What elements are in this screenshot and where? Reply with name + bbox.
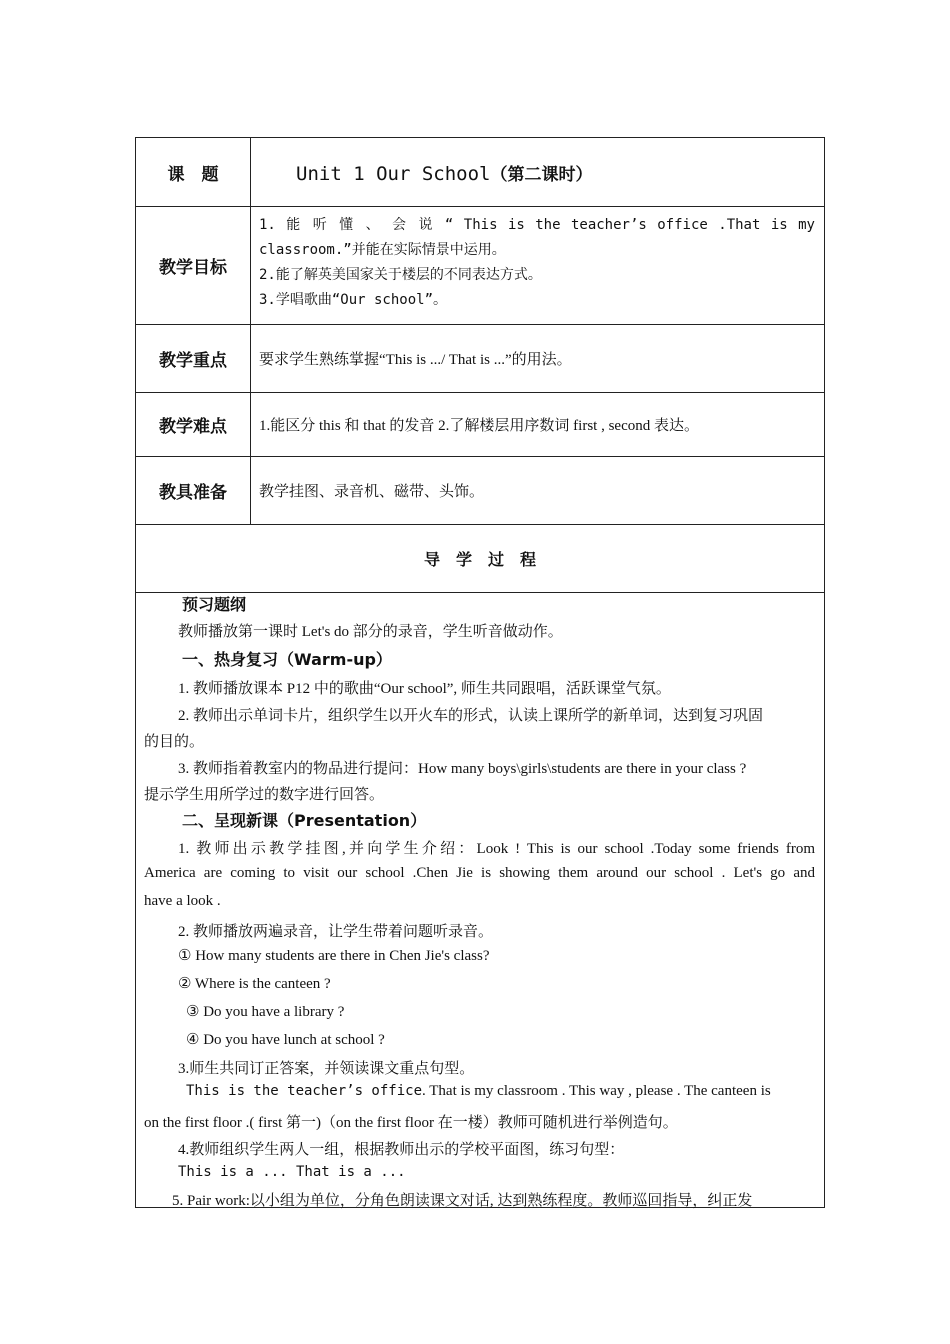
row-difficulties	[136, 393, 824, 457]
present-step-4: 4.教师组织学生两人一组，根据教师出示的学校平面图，练习句型：	[178, 1142, 625, 1158]
warmup-step-3b: 提示学生用所学过的数字进行回答。	[144, 787, 385, 803]
row-key-points	[136, 325, 824, 393]
present-step-5: 5. Pair work:以小组为单位，分角色朗读课文对话, 达到熟练程度。教师巡回指导，纠正发	[172, 1193, 753, 1209]
question-3: ③ Do you have a library ?	[186, 1004, 345, 1020]
row-process-header	[136, 525, 824, 593]
present-step-3: 3.师生共同订正答案，并领读课文重点句型。	[178, 1061, 475, 1077]
key-points-text: 要求学生熟练掌握“This is .../ That is ...”的用法。	[259, 352, 572, 368]
row-materials	[136, 457, 824, 525]
label-key-points: 教学重点	[136, 325, 251, 392]
lesson-title: Unit 1 Our School（第二课时）	[296, 163, 593, 185]
row-goals	[136, 207, 824, 325]
present-step-1b: America are coming to visit our school .Chen Jie is showing them around our school . Let's go and	[144, 865, 815, 881]
present-step-1a: 1. 教师出示教学挂图,并向学生介绍：Look ! This is our school .Today some friends from	[178, 841, 815, 857]
warmup-step-1: 1. 教师播放课本 P12 中的歌曲“Our school”, 师生共同跟唱，活跃课堂气氛。	[178, 681, 671, 697]
row-title	[136, 138, 824, 207]
preview-text: 教师播放第一课时 Let's do 部分的录音，学生听音做动作。	[178, 624, 563, 640]
materials-text: 教学挂图、录音机、磁带、头饰。	[259, 484, 485, 500]
question-1: ① How many students are there in Chen Jie's class?	[178, 948, 490, 964]
label-goals: 教学目标	[136, 207, 251, 324]
lesson-plan-table	[135, 137, 825, 1208]
goals-text: 1. 能 听 懂 、 会 说 “ This is the teacher’s office .That is my classroom.”并能在实际情景中运用。 2.能了解英美国家关于楼层的不同表达方式。 3.学唱歌曲“Our school”。	[259, 217, 815, 308]
warmup-step-2a: 2. 教师出示单词卡片，组织学生以开火车的形式，认读上课所学的新单词，达到复习巩固	[178, 708, 764, 724]
warmup-title: 一、热身复习（Warm-up）	[182, 650, 392, 669]
warmup-step-3a: 3. 教师指着教室内的物品进行提问：How many boys\girls\students are there in your class ?	[178, 761, 747, 777]
question-4: ④ Do you have lunch at school ?	[186, 1032, 385, 1048]
label-materials: 教具准备	[136, 457, 251, 524]
warmup-step-2b: 的目的。	[144, 734, 205, 750]
present-step-2: 2. 教师播放两遍录音，让学生带着问题听录音。	[178, 924, 494, 940]
label-difficulties: 教学难点	[136, 393, 251, 456]
presentation-title: 二、呈现新课（Presentation）	[182, 811, 427, 830]
present-step-1c: have a look .	[144, 893, 221, 909]
present-step-3b: on the first floor .( first 第一)（on the first floor 在一楼）教师可随机进行举例造句。	[144, 1115, 678, 1131]
difficulties-text: 1.能区分 this 和 that 的发音 2.了解楼层用序数词 first , second 表达。	[259, 418, 699, 434]
present-step-3a: This is the teacher’s office. That is my classroom . This way , please . The canteen is	[186, 1083, 771, 1099]
process-heading: 导 学 过 程	[423, 550, 536, 569]
label-topic: 课 题	[136, 138, 251, 206]
preview-title: 预习题纲	[182, 595, 247, 614]
present-step-4-pattern: This is a ... That is a ...	[178, 1164, 406, 1180]
question-2: ② Where is the canteen ?	[178, 976, 331, 992]
